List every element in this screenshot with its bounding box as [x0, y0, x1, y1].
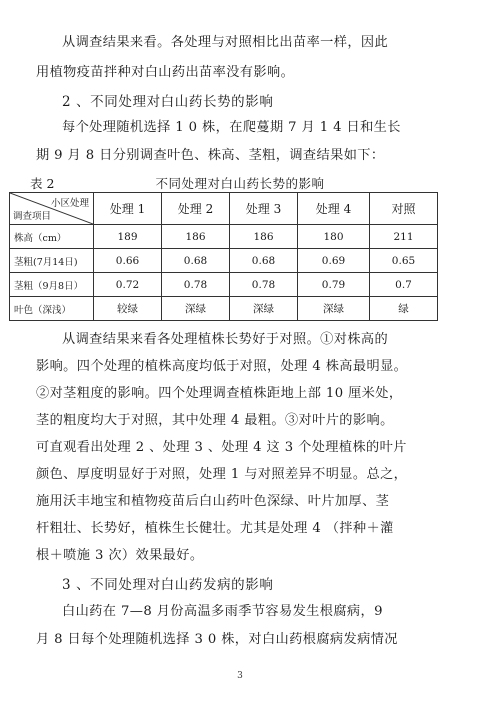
table-cell: 绿	[370, 297, 438, 321]
table-row	[10, 297, 438, 321]
row-label: 茎粗（9月8日）	[10, 273, 94, 297]
table-cell: 0.78	[162, 273, 230, 297]
section-heading: 3 、不同处理对白山药发病的影响	[62, 577, 274, 593]
table-cell: 0.66	[94, 249, 162, 273]
column-header: 处理 2	[162, 193, 230, 225]
table-cell: 186	[162, 225, 230, 249]
row-label: 株高（cm）	[10, 225, 94, 249]
page-number: 3	[237, 671, 243, 681]
table-caption	[30, 174, 450, 192]
paragraph-line: 每个处理随机选择 1 0 株，在爬蔓期 7 月 1 4 日和生长	[62, 120, 401, 135]
table-cell: 186	[230, 225, 298, 249]
table-row	[10, 225, 438, 249]
table-number: 表 2	[30, 176, 55, 191]
corner-bottom-label: 调查项目	[13, 211, 52, 222]
paragraph-line: ②对茎粗度的影响。四个处理调查植株距地上部 10 厘米处，	[36, 386, 403, 401]
paragraph-line: 白山药在 7—8 月份高温多雨季节容易发生根腐病，9	[62, 604, 383, 619]
paragraph-line: 期 9 月 8 日分别调查叶色、株高、茎粗，调查结果如下：	[36, 148, 385, 163]
paragraph-line: 可直观看出处理 2 、处理 3 、处理 4 这 3 个处理植株的叶片	[36, 440, 407, 455]
paragraph-line: 影响。四个处理的植株高度均低于对照，处理 4 株高最明显。	[36, 359, 408, 374]
paragraph-line: 用植物疫苗拌种对白山药出苗率没有影响。	[36, 65, 295, 80]
table-cell: 0.7	[370, 273, 438, 297]
column-header: 处理 4	[298, 193, 370, 225]
row-label: 叶色（深浅）	[10, 297, 94, 321]
table-cell: 0.72	[94, 273, 162, 297]
table-cell: 180	[298, 225, 370, 249]
paragraph-line: 杆粗壮、长势好，植株生长健壮。尤其是处理 4 （拌种＋灌	[36, 521, 394, 536]
table-header-row	[10, 193, 438, 225]
table-cell: 189	[94, 225, 162, 249]
table-cell: 深绿	[230, 297, 298, 321]
paragraph-line: 月 8 日每个处理随机选择 3 0 株，对白山药根腐病发病情况	[36, 632, 398, 647]
table-row	[10, 249, 438, 273]
table-cell: 0.78	[230, 273, 298, 297]
paragraph-line: 颜色、厚度明显好于对照，处理 1 与对照差异不明显。总之，	[36, 467, 408, 482]
table-cell: 深绿	[298, 297, 370, 321]
table-cell: 0.69	[298, 249, 370, 273]
column-header: 处理 3	[230, 193, 298, 225]
paragraph-line: 从调查结果来看各处理植株长势好于对照。①对株高的	[62, 332, 389, 347]
paragraph-line: 从调查结果来看。各处理与对照相比出苗率一样，因此	[62, 35, 389, 50]
table-cell: 0.68	[230, 249, 298, 273]
table-title: 不同处理对白山药长势的影响	[155, 176, 325, 191]
table-row	[10, 273, 438, 297]
corner-top-label: 小区处理	[50, 198, 89, 209]
table-cell: 0.65	[370, 249, 438, 273]
table-cell: 211	[370, 225, 438, 249]
section-heading: 2 、不同处理对白山药长势的影响	[62, 94, 274, 110]
paragraph-line: 茎的粗度均大于对照，其中处理 4 最粗。③对叶片的影响。	[36, 413, 394, 428]
paragraph-line: 施用沃丰地宝和植物疫苗后白山药叶色深绿、叶片加厚、茎	[36, 494, 390, 509]
table-cell: 0.68	[162, 249, 230, 273]
column-header: 处理 1	[94, 193, 162, 225]
table-cell: 较绿	[94, 297, 162, 321]
table-corner-cell	[10, 193, 94, 225]
table-cell: 深绿	[162, 297, 230, 321]
column-header: 对照	[370, 193, 438, 225]
paragraph-line: 根＋喷施 3 次）效果最好。	[36, 548, 204, 563]
growth-table	[9, 192, 438, 321]
table-cell: 0.79	[298, 273, 370, 297]
row-label: 茎粗(7月14日)	[10, 249, 94, 273]
